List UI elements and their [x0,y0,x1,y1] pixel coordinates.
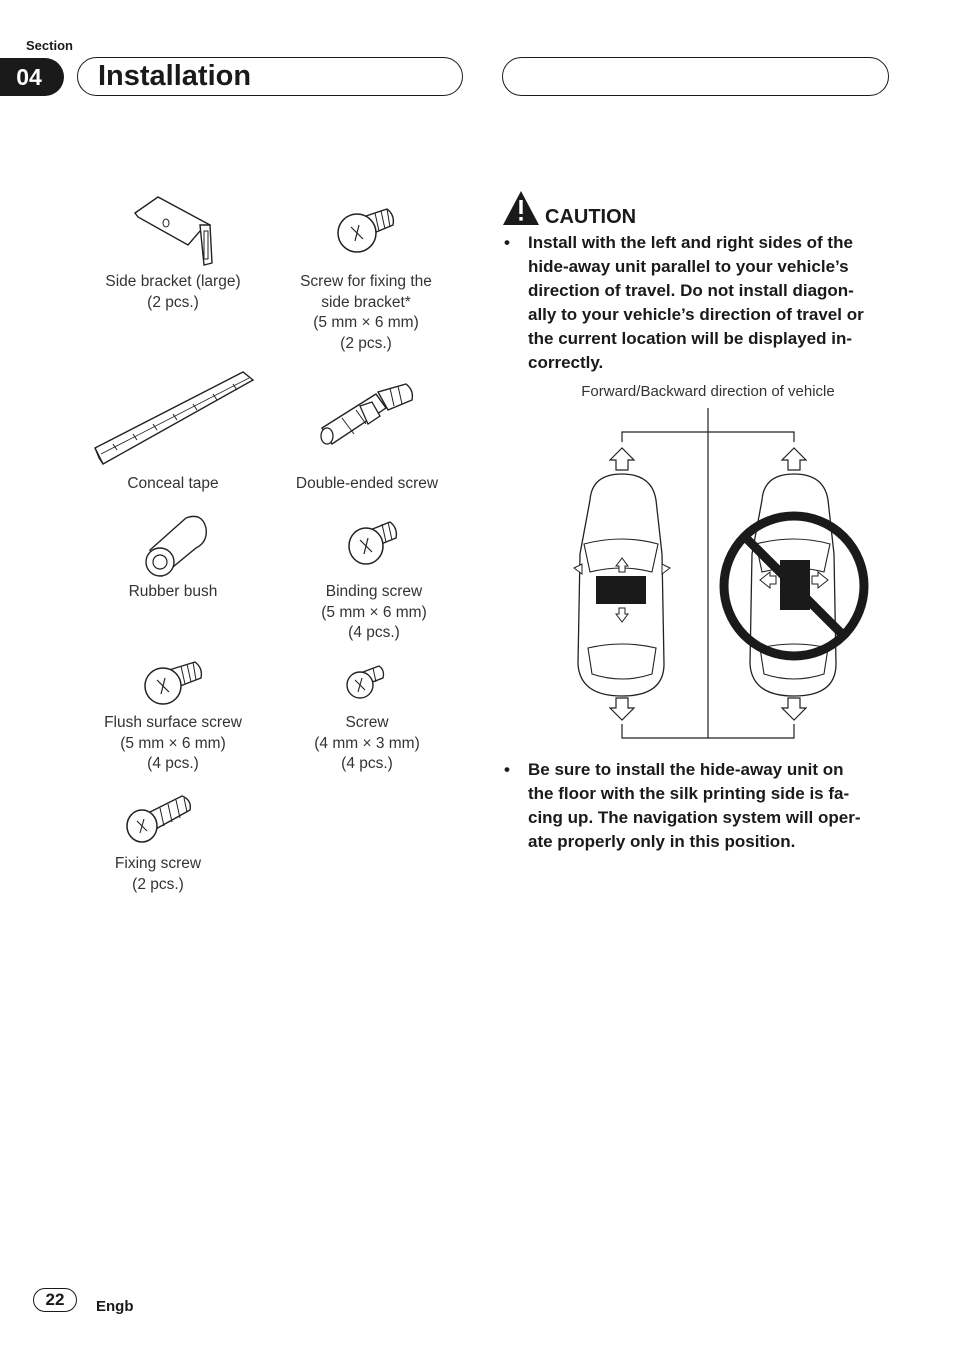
car-correct-icon [574,474,670,696]
page-number: 22 [33,1288,77,1312]
vehicle-orientation-diagram [560,404,880,744]
part-caption-fixing-screw [78,854,238,895]
right-header-frame [502,57,889,96]
part-name: Binding screw [325,583,423,600]
part-name-line2: side bracket* [321,293,411,311]
warning-triangle-icon [502,190,540,226]
fixing-screw-icon [124,792,194,846]
double-ended-screw-icon [316,382,416,456]
part-name: Screw for fixing the [300,273,432,290]
diagram-label: Forward/Backward direction of vehicle [581,383,835,400]
part-size: (5 mm × 6 mm) [120,734,226,752]
bullet-line: Be sure to install the hide-away unit on [528,760,844,779]
part-name: Flush surface screw [104,714,242,731]
binding-screw-icon [346,518,402,568]
bullet-dot: • [504,760,510,779]
bullet-line: ate properly only in this position. [528,832,796,851]
side-bracket-icon [130,195,220,267]
screw-bracket-icon [335,203,397,255]
part-name: Screw [345,714,389,731]
part-caption-screw [287,713,447,775]
bullet-line: correctly. [528,353,604,372]
bullet-line: the floor with the silk printing side is fa- [528,784,850,803]
small-screw-icon [345,662,387,702]
caution-heading: CAUTION [545,206,637,228]
language-code: Engb [96,1298,134,1315]
part-size: (4 mm × 3 mm) [314,734,420,752]
page-title: Installation [98,60,252,92]
bullet-line: Install with the left and right sides of the [528,233,853,252]
section-label: Section [26,38,73,53]
part-caption-double-ended-screw [287,474,447,495]
flush-surface-screw-icon [143,656,205,710]
part-qty: (4 pcs.) [348,624,400,641]
part-size: (5 mm × 6 mm) [321,603,427,621]
rubber-bush-icon [140,512,212,578]
conceal-tape-icon [93,368,255,468]
caution-bullet-1 [504,231,904,375]
part-caption-side-bracket [93,272,253,313]
part-qty: (2 pcs.) [340,334,392,352]
part-qty: (2 pcs.) [132,875,184,893]
bullet-line: direction of travel. Do not install diagon- [528,281,854,300]
part-name: Conceal tape [127,475,219,492]
part-name: Rubber bush [128,583,218,600]
part-name: Double-ended screw [295,475,439,492]
part-caption-rubber-bush [93,582,253,603]
part-name: Fixing screw [114,855,202,872]
bullet-line: cing up. The navigation system will oper- [528,808,861,827]
part-name: Side bracket (large) [105,273,241,290]
part-caption-binding-screw [294,582,454,644]
part-size: (5 mm × 6 mm) [313,314,419,331]
part-qty: (2 pcs.) [147,293,199,311]
bullet-line: hide-away unit parallel to your vehicle’s [528,257,849,276]
part-qty: (4 pcs.) [341,755,393,772]
caution-bullet-2 [504,758,904,854]
part-caption-flush-surface-screw [93,713,253,775]
bullet-dot: • [504,233,510,252]
part-caption-bracket-screw [286,272,446,354]
part-caption-conceal-tape [93,474,253,495]
section-number-badge: 04 [0,58,64,96]
bullet-line: the current location will be displayed in- [528,329,852,348]
part-qty: (4 pcs.) [147,755,199,772]
bullet-line: ally to your vehicle’s direction of travel or [528,305,864,324]
